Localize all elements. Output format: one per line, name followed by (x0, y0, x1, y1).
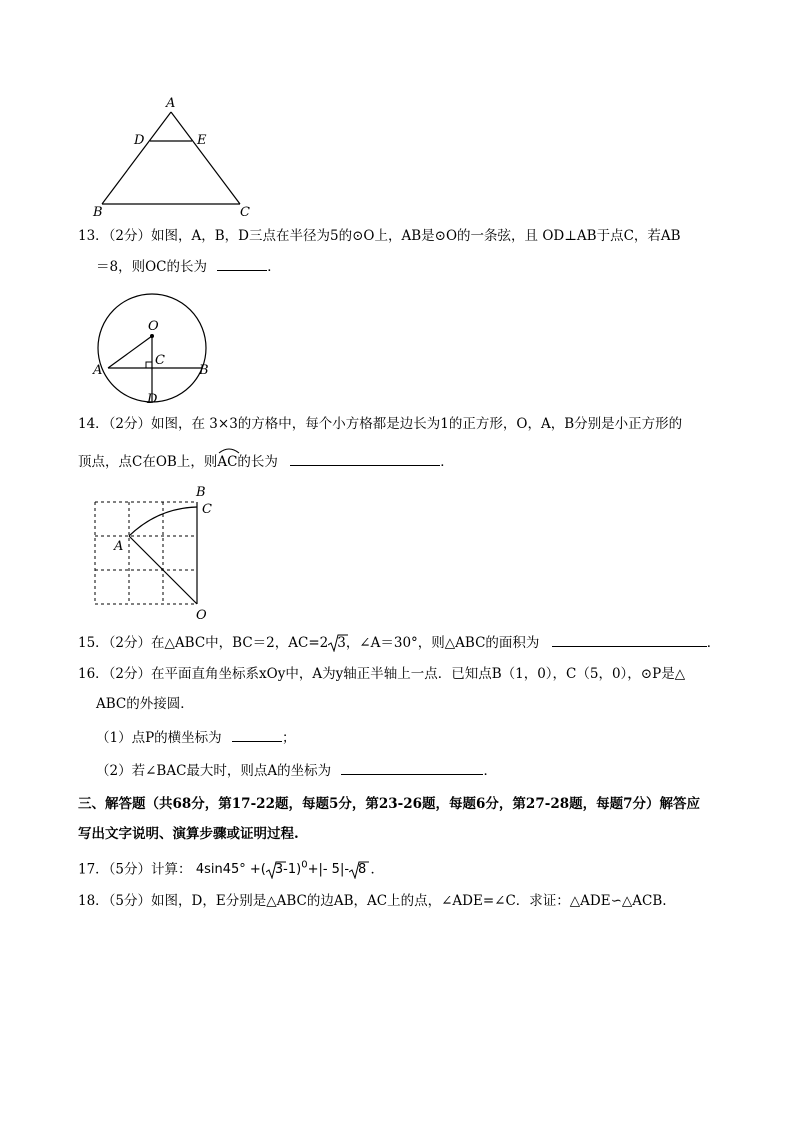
label-D: D (147, 392, 158, 407)
q15-answer-blank[interactable] (552, 632, 707, 647)
circle-figure-q13 (88, 292, 218, 410)
sqrt8-symbol (349, 860, 366, 880)
q17-expr2: -1) (283, 862, 302, 878)
label-B: B (196, 485, 206, 500)
q17-expr (196, 862, 371, 877)
label-C: C (155, 353, 165, 368)
q14-line2-mid: 的长为 (237, 454, 278, 470)
arc-ac (217, 452, 237, 472)
arc-ac-label: AC (217, 454, 238, 470)
q16-line1: 16．（2分）在平面直角坐标系xOy中，A为y轴正半轴上一点．已知点B（1，0），C（5，0），⊙P是△ (78, 666, 686, 682)
q16-sub2-end: ． (483, 763, 497, 779)
q15-sqrt-value: 3 (337, 635, 346, 651)
label-A: A (93, 363, 103, 378)
label-B: B (93, 205, 103, 220)
q17-exponent: 0 (301, 860, 308, 871)
label-C: C (202, 502, 212, 517)
q16-sub1 (96, 727, 295, 748)
grid-figure-q14 (90, 482, 220, 622)
q16-line2: ABC的外接圆． (96, 696, 194, 712)
q14-line1: 14．（2分）如图，在 3×3的方格中，每个小方格都是边长为1的正方形，O，A，B分别是小正方形的 (78, 416, 683, 432)
section3-line1: 三、解答题（共68分，第17-22题，每题5分，第23-26题，每题6分，第27-28题，每题7分）解答应 (78, 796, 700, 812)
q15-text: 15．（2分）在△ABC中，BC＝2，AC=2 (78, 635, 329, 651)
q16-sub2 (96, 760, 497, 781)
q17-end: ． (370, 861, 384, 878)
q16-sub1-end: ； (281, 730, 296, 746)
label-O: O (196, 608, 207, 622)
label-A: A (166, 96, 176, 111)
q13-line2-text: ＝8，则OC的长为 (96, 259, 207, 275)
section3-line2: 写出文字说明、演算步骤或证明过程. (78, 826, 299, 842)
q17-text: 17．（5分）计算： (78, 861, 192, 878)
label-D: D (134, 133, 145, 148)
q18-line: 18．（5分）如图，D，E分别是△ABC的边AB，AC上的点，∠ADE=∠C．求证：△ADE∽△ACB. (78, 893, 667, 909)
q16-sub1-blank[interactable] (232, 727, 282, 742)
sqrt-symbol (328, 633, 346, 653)
q17-sqrt3-value: 3 (274, 862, 284, 878)
label-C: C (240, 205, 250, 220)
q15-line (78, 632, 720, 653)
q13-line2 (96, 256, 281, 277)
q15-text2: ，∠A＝30°，则△ABC的面积为 (345, 635, 540, 651)
q16-sub1-text: （1）点P的横坐标为 (96, 730, 222, 746)
q13-line1: 13．（2分）如图，A，B，D三点在半径为5的⊙O上，AB是⊙O的一条弦，且 OD⊥AB于点C，若AB (78, 228, 681, 244)
triangle-figure-q12 (88, 92, 268, 222)
q14-answer-blank[interactable] (290, 451, 440, 466)
q16-sub2-text: （2）若∠BAC最大时，则点A的坐标为 (96, 763, 332, 779)
label-A: A (114, 539, 124, 554)
label-B: B (199, 363, 209, 378)
q15-end: ． (706, 635, 721, 651)
q14-line2-end: ． (440, 454, 454, 470)
q13-answer-blank[interactable] (217, 256, 267, 271)
q17-expr1: 4sin45° +( (195, 862, 266, 878)
q14-line2 (78, 451, 454, 472)
q17-expr3: +|- 5|- (307, 862, 350, 878)
q16-sub2-blank[interactable] (341, 760, 483, 775)
q17-sqrt8-value: 8 (358, 862, 367, 878)
q13-line2-end: ． (267, 259, 281, 275)
sqrt3-symbol (266, 860, 283, 880)
q17-line (78, 856, 384, 880)
label-O: O (148, 319, 159, 334)
label-E: E (197, 133, 207, 148)
q14-line2-text: 顶点，点C在OB上，则 (78, 454, 218, 470)
